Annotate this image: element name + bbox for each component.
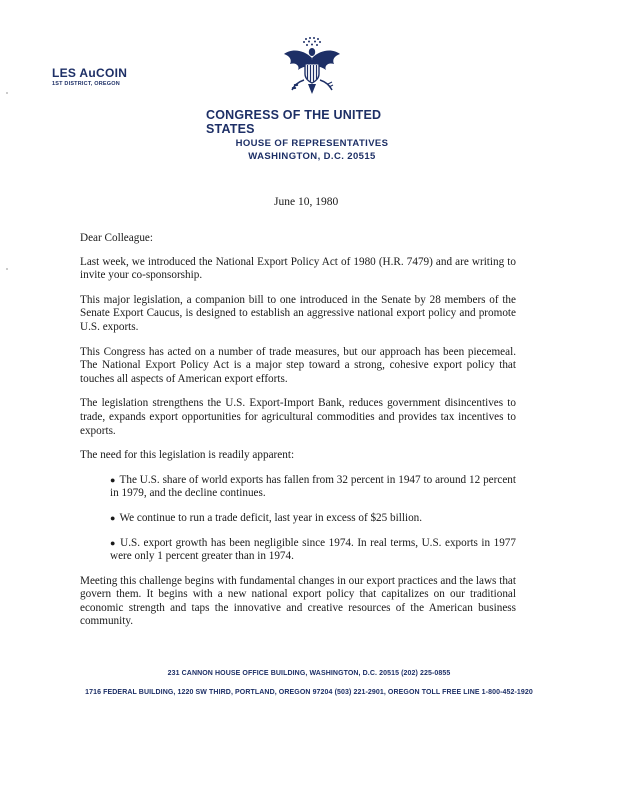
member-block (52, 66, 127, 87)
congress-heading (206, 108, 418, 162)
footer-oregon-address: 1716 FEDERAL BUILDING, 1220 SW THIRD, PORTLAND, OREGON 97204 (503) 221-2901, OREGON TOLL FREE LINE 1-800-452-1920 (85, 689, 533, 696)
letter-date: June 10, 1980 (274, 196, 339, 208)
bullet-text: We continue to run a trade deficit, last year in excess of $25 billion. (119, 511, 423, 524)
great-seal-icon (282, 36, 342, 98)
closing-paragraph: Meeting this challenge begins with fundamental changes in our export practices and the laws that govern them. It begins with a new national export policy that capitalizes on our traditional economic strength and taps the innovative and creative resources of the American business community. (80, 574, 516, 628)
house-name: HOUSE OF REPRESENTATIVES (235, 138, 389, 149)
bullet-icon: ● (110, 512, 116, 523)
letter-body (80, 232, 516, 640)
paper-speck (6, 268, 8, 270)
member-name: LES AuCOIN (52, 66, 128, 80)
bullet-item (110, 474, 516, 501)
bullet-icon: ● (110, 474, 116, 485)
salutation: Dear Colleague: (80, 232, 153, 244)
congress-title: CONGRESS OF THE UNITED STATES (206, 108, 382, 136)
office-city: WASHINGTON, D.C. 20515 (248, 151, 376, 162)
bullet-text: U.S. export growth has been negligible since 1974. In real terms, U.S. exports in 1977 were only 1 percent greater than in 1974. (110, 536, 516, 563)
paragraph: The legislation strengthens the U.S. Export-Import Bank, reduces government disincentives to trade, expands export opportunities for agricultural commodities and provides tax incentives to exports. (80, 397, 516, 437)
bullet-item (110, 537, 516, 564)
footer-washington-address: 231 CANNON HOUSE OFFICE BUILDING, WASHINGTON, D.C. 20515 (202) 225-0855 (167, 670, 451, 677)
paragraph: This Congress has acted on a number of trade measures, but our approach has been piecemeal. The National Export Policy Act is a major step toward a strong, cohesive export policy that touches all aspects of American export efforts. (80, 345, 516, 385)
member-district: 1ST DISTRICT, OREGON (52, 81, 120, 87)
paper-speck (6, 92, 8, 94)
paragraph: This major legislation, a companion bill to one introduced in the Senate by 28 members of the Senate Export Caucus, is designed to establish an aggressive national export policy and promote U.S. exports. (80, 293, 516, 333)
paragraph: The need for this legislation is readily apparent: (80, 449, 295, 462)
bullet-icon: ● (110, 537, 117, 548)
bullet-item (110, 512, 516, 526)
bullet-text: The U.S. share of world exports has fallen from 32 percent in 1947 to around 12 percent in 1979, and the decline continues. (110, 473, 517, 500)
paragraph: Last week, we introduced the National Export Policy Act of 1980 (H.R. 7479) and are writing to invite your co-sponsorship. (80, 255, 516, 282)
